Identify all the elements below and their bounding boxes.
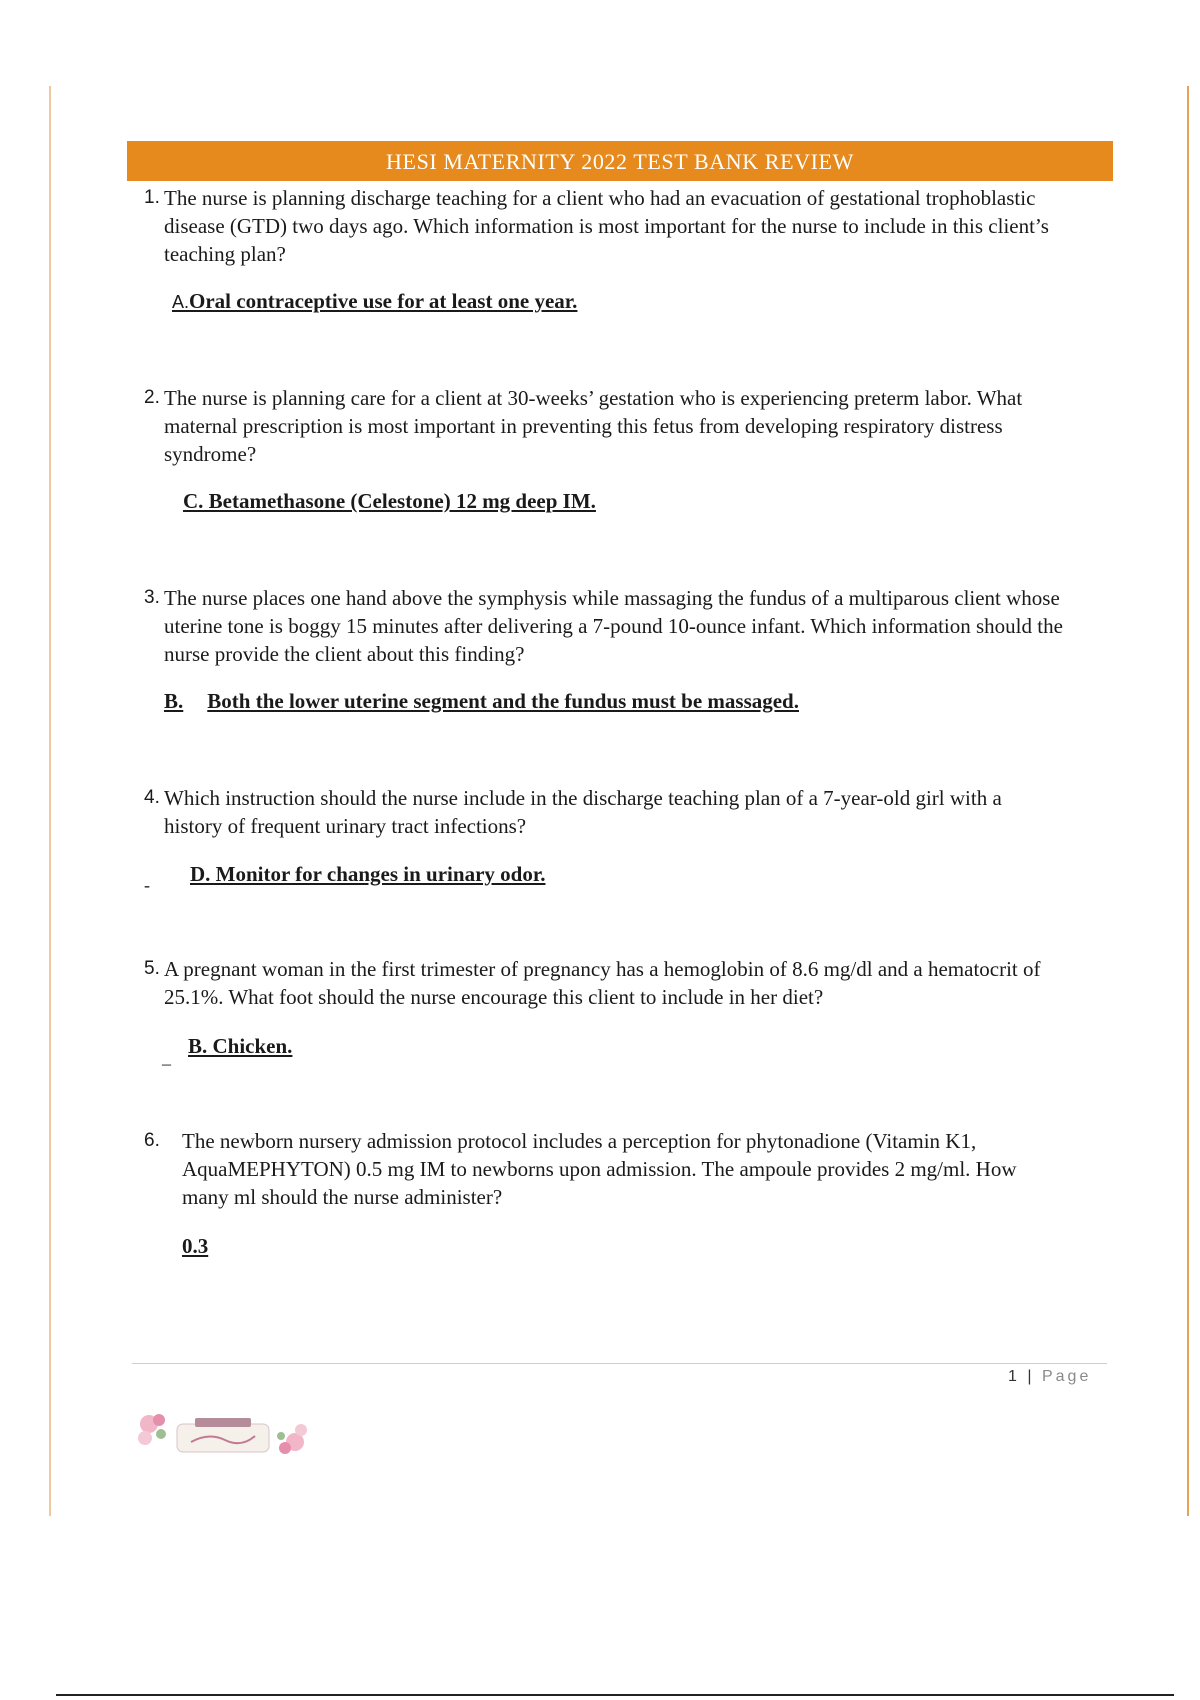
answer-6: 0.3 [182, 1234, 209, 1258]
left-margin-rule [49, 86, 51, 1516]
question-text: The nurse is planning care for a client at 30-weeks’ gestation who is experiencing preterm labor. What maternal prescription is most important in preventing this fetus from developing respiratory distress syndrome? [164, 386, 1023, 466]
page-number-value: 1 [1008, 1368, 1020, 1385]
question-text: A pregnant woman in the first trimester of pregnancy has a hemoglobin of 8.6 mg/dl and a hematocrit of 25.1%. What foot should the nurse encourage this client to include in her diet? [164, 957, 1041, 1009]
answer-2: C. Betamethasone (Celestone) 12 mg deep IM. [183, 489, 596, 513]
page-separator: | [1027, 1368, 1035, 1385]
question-5 [144, 955, 1064, 1011]
answer-3 [164, 687, 799, 715]
question-text: The newborn nursery admission protocol includes a perception for phytonadione (Vitamin K1, AquaMEPHYTON) 0.5 mg IM to newborns upon admission. The ampoule provides 2 mg/ml. How many ml should the nurse administer? [182, 1129, 1017, 1209]
answer-1 [172, 287, 577, 316]
bottom-rule [56, 1694, 1174, 1696]
floral-logo [135, 1410, 310, 1460]
question-6 [144, 1127, 1064, 1211]
page-label: Page [1041, 1368, 1092, 1385]
footer-rule [132, 1363, 1107, 1364]
document-title-banner: HESI MATERNITY 2022 TEST BANK REVIEW [127, 141, 1113, 181]
question-number: 4. [144, 787, 160, 808]
bullet-mark: _ [162, 1047, 171, 1067]
question-text: The nurse places one hand above the symphysis while massaging the fundus of a multiparous client whose uterine tone is boggy 15 minutes after delivering a 7-pound 10-ounce infant. Which information should the nurse provide the client about this finding? [164, 586, 1063, 666]
question-number: 3. [144, 587, 160, 608]
question-number: 5. [144, 958, 160, 979]
answer-text: Oral contraceptive use for at least one year. [189, 289, 578, 313]
question-4 [144, 784, 1064, 840]
answer-letter: B. [164, 689, 184, 713]
question-text: Which instruction should the nurse include in the discharge teaching plan of a 7-year-old girl with a history of frequent urinary tract infections? [164, 786, 1002, 838]
right-margin-rule [1187, 86, 1189, 1516]
question-1 [144, 184, 1064, 268]
bullet-mark: - [144, 875, 150, 895]
question-text: The nurse is planning discharge teaching for a client who had an evacuation of gestational trophoblastic disease (GTD) two days ago. Which information is most important for the nurse to include in this client’s teaching plan? [164, 186, 1049, 266]
question-3 [144, 584, 1064, 668]
answer-5: B. Chicken. [188, 1034, 293, 1058]
answer-text: Both the lower uterine segment and the fundus must be massaged. [207, 689, 799, 713]
question-2 [144, 384, 1064, 468]
answer-4: D. Monitor for changes in urinary odor. [190, 862, 546, 886]
page-number [1008, 1368, 1091, 1386]
question-number: 1. [144, 187, 160, 208]
question-number: 2. [144, 387, 160, 408]
answer-letter: A. [172, 292, 190, 312]
question-number: 6. [144, 1130, 160, 1151]
